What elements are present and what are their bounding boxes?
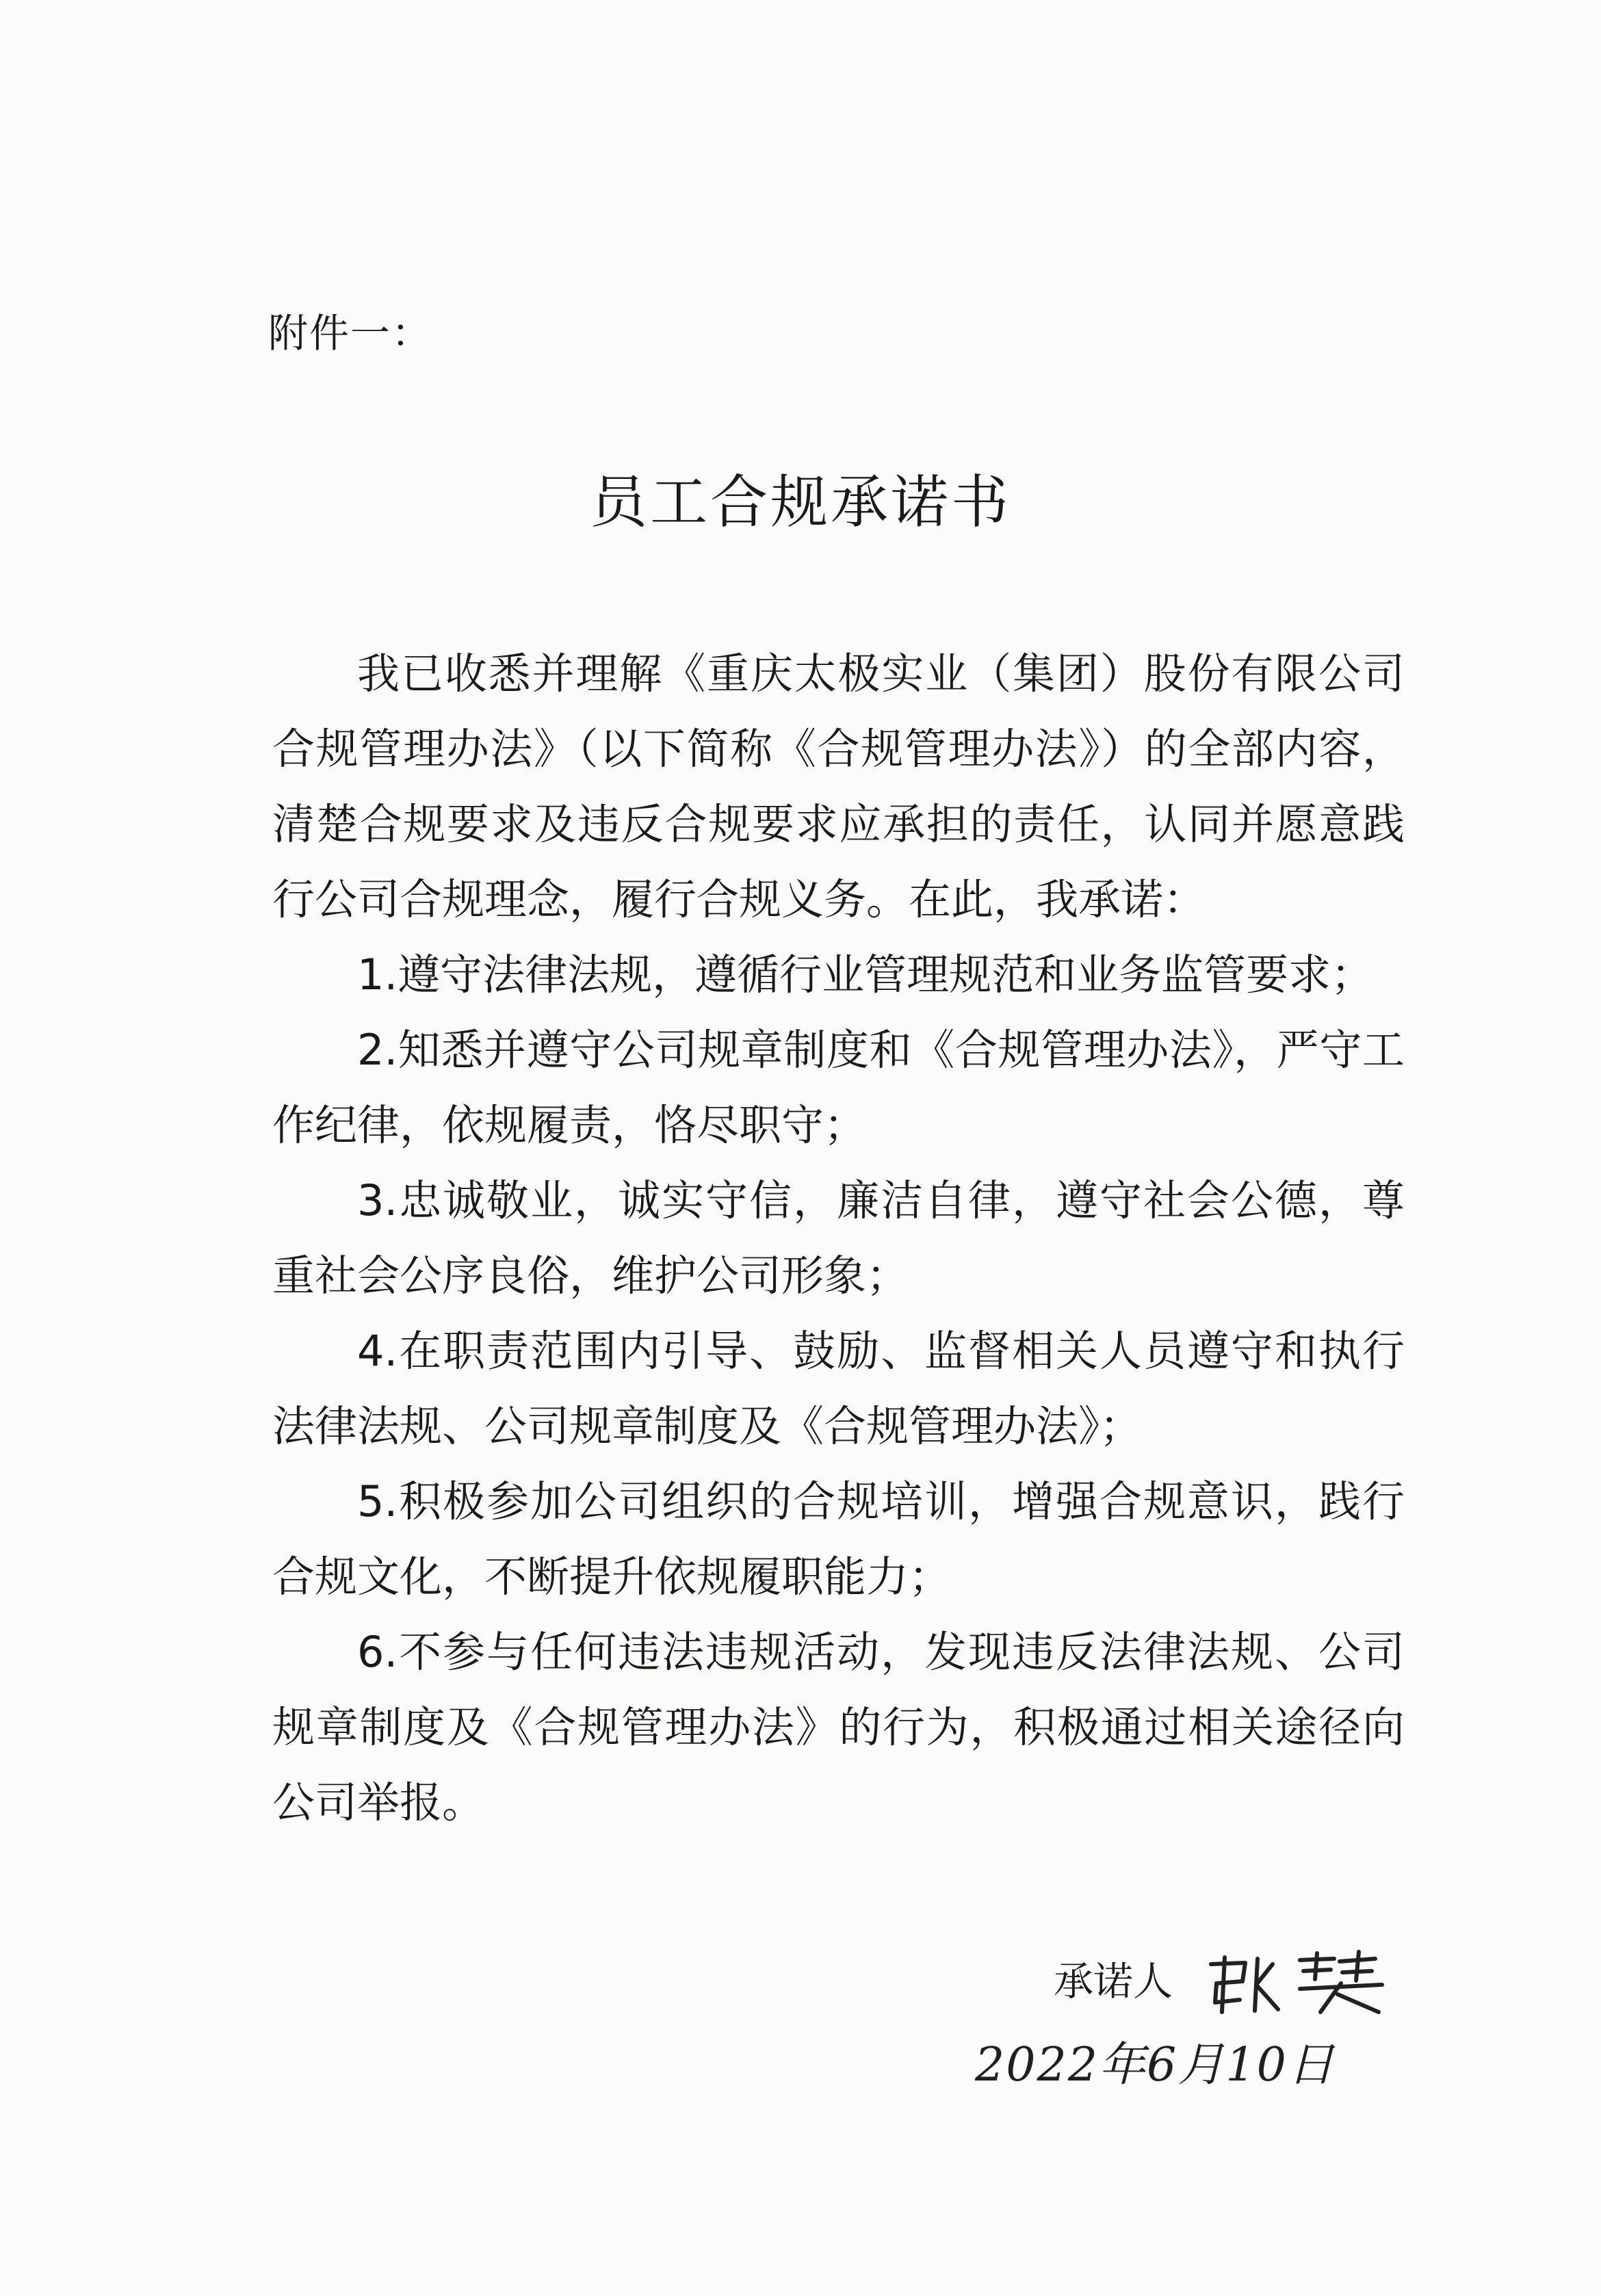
promise-item-5: 5.积极参加公司组织的合规培训，增强合规意识，践行合规文化，不断提升依规履职能力； (272, 1476, 1405, 1602)
handwritten-signature (1197, 1944, 1403, 2019)
intro-paragraph: 我已收悉并理解《重庆太极实业（集团）股份有限公司合规管理办法》（以下简称《合规管理办法》）的全部内容，清楚合规要求及违反合规要求应承担的责任，认同并愿意践行公司合规理念，履行合规义务。在此，我承诺： (272, 649, 1405, 924)
signatory-label: 承诺人 (1054, 1958, 1173, 2005)
promise-item-2: 2.知悉并遵守公司规章制度和《合规管理办法》，严守工作纪律，依规履责，恪尽职守； (272, 1025, 1405, 1150)
promise-item-4: 4.在职责范围内引导、鼓励、监督相关人员遵守和执行法律法规、公司规章制度及《合规管理办法》； (272, 1326, 1405, 1451)
sign-date: 2022年6月10日 (975, 2038, 1336, 2092)
promise-item-6: 6.不参与任何违法违规活动，发现违反法律法规、公司规章制度及《合规管理办法》的行为，积极通过相关途径向公司举报。 (272, 1627, 1405, 1827)
document-body (272, 636, 1405, 1840)
document-title: 员工合规承诺书 (589, 469, 1011, 536)
attachment-label: 附件一： (268, 310, 433, 356)
signature-block (1054, 1946, 1409, 2015)
promise-item-3: 3.忠诚敬业，诚实守信，廉洁自律，遵守社会公德，尊重社会公序良俗，维护公司形象； (272, 1175, 1405, 1301)
promise-item-1: 1.遵守法律法规，遵循行业管理规范和业务监管要求； (357, 950, 1374, 1000)
